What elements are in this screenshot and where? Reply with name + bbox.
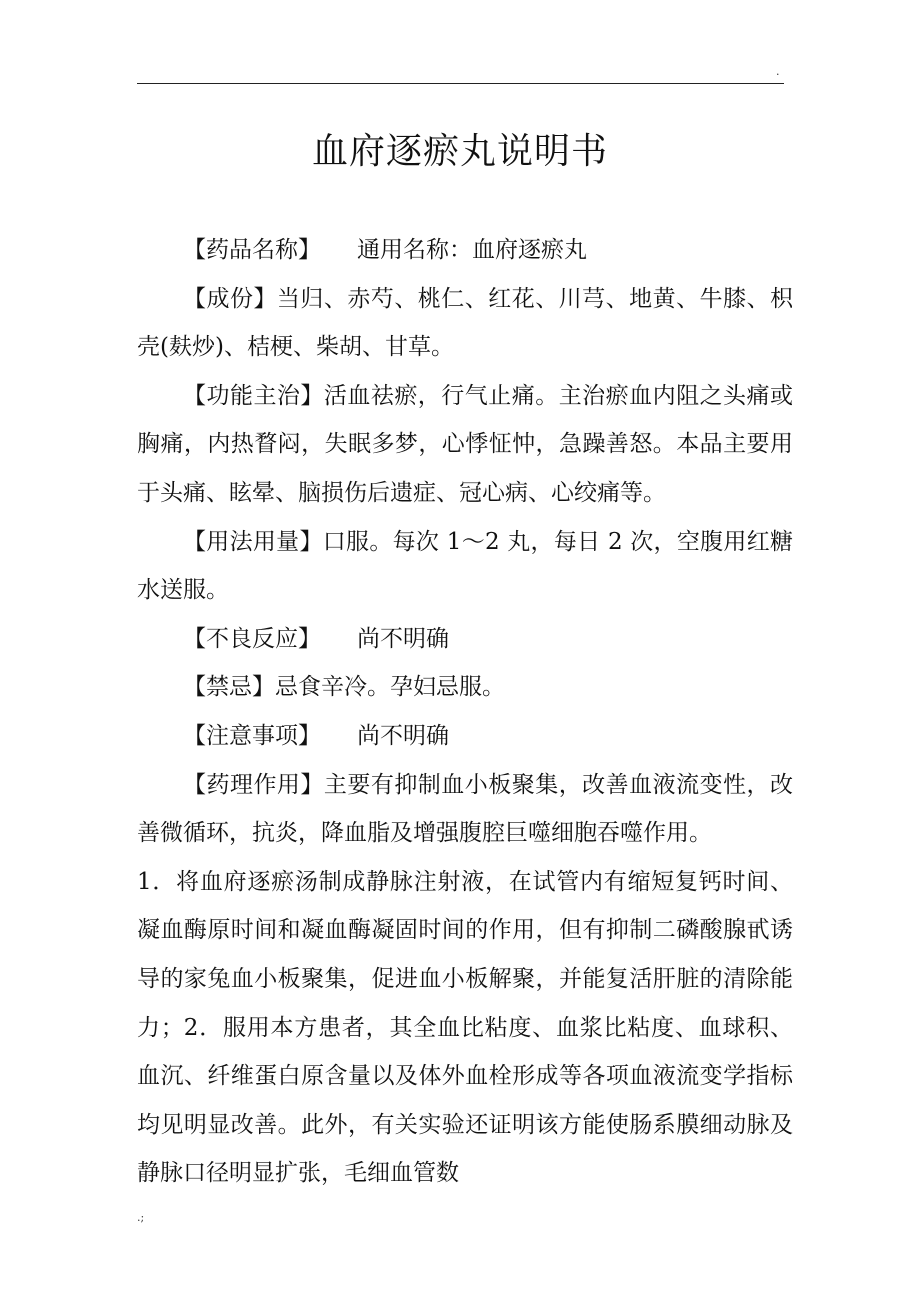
ingredients-label: 【成份】 — [183, 285, 277, 312]
section-pharmacology — [137, 761, 793, 858]
dosage-label: 【用法用量】 — [183, 528, 323, 555]
drug-name-text: 通用名称：血府逐瘀丸 — [357, 237, 587, 263]
section-dosage — [137, 518, 793, 615]
precautions-text: 尚不明确 — [357, 722, 449, 749]
pharmacology-text: 主要有抑制血小板聚集，改善血液流变性，改善微循环，抗炎，降血脂及增强腹腔巨噬细胞吞噬作用。 — [137, 771, 794, 847]
section-precautions — [137, 712, 793, 761]
section-indications — [137, 372, 793, 518]
ingredients-text: 当归、赤芍、桃仁、红花、川芎、地黄、牛膝、枳壳(麸炒)、桔梗、柴胡、甘草。 — [137, 285, 794, 361]
drug-name-label: 【药品名称】 — [183, 237, 321, 263]
pharmacology-label: 【药理作用】 — [183, 771, 324, 798]
dosage-text: 口服。每次 1～2 丸，每日 2 次，空腹用红糖水送服。 — [137, 528, 793, 604]
document-body — [137, 226, 793, 1198]
indications-label: 【功能主治】 — [183, 382, 324, 409]
section-contraindications — [137, 663, 793, 712]
contraindications-label: 【禁忌】 — [183, 674, 275, 701]
header-mark: . — [776, 65, 780, 78]
header-rule — [137, 83, 784, 84]
adverse-label: 【不良反应】 — [183, 625, 321, 652]
precautions-label: 【注意事项】 — [183, 722, 321, 749]
section-drug-name — [137, 226, 793, 275]
indications-text: 活血祛瘀，行气止痛。主治瘀血内阻之头痛或胸痛，内热瞀闷，失眠多梦，心悸怔忡，急躁善怒。本品主要用于头痛、眩晕、脑损伤后遗症、冠心病、心绞痛等。 — [137, 382, 794, 506]
adverse-text: 尚不明确 — [357, 625, 449, 652]
section-adverse-reactions — [137, 615, 793, 664]
footer-mark: .; — [137, 1211, 145, 1224]
section-pharmacology-continuation: 1．将血府逐瘀汤制成静脉注射液，在试管内有缩短复钙时间、凝血酶原时间和凝血酶凝固时间的作用，但有抑制二磷酸腺甙诱导的家兔血小板聚集，促进血小板解聚，并能复活肝脏的清除能力；2．服用本方患者，其全血比粘度、血浆比粘度、血球积、血沉、纤维蛋白原含量以及体外血栓形成等各项血液流变学指标均见明显改善。此外，有关实验还证明该方能使肠系膜细动脉及静脉口径明显扩张，毛细血管数 — [137, 868, 793, 1187]
document-title: 血府逐瘀丸说明书 — [311, 131, 608, 172]
section-ingredients — [137, 275, 793, 372]
contraindications-text: 忌食辛冷。孕妇忌服。 — [275, 674, 505, 701]
